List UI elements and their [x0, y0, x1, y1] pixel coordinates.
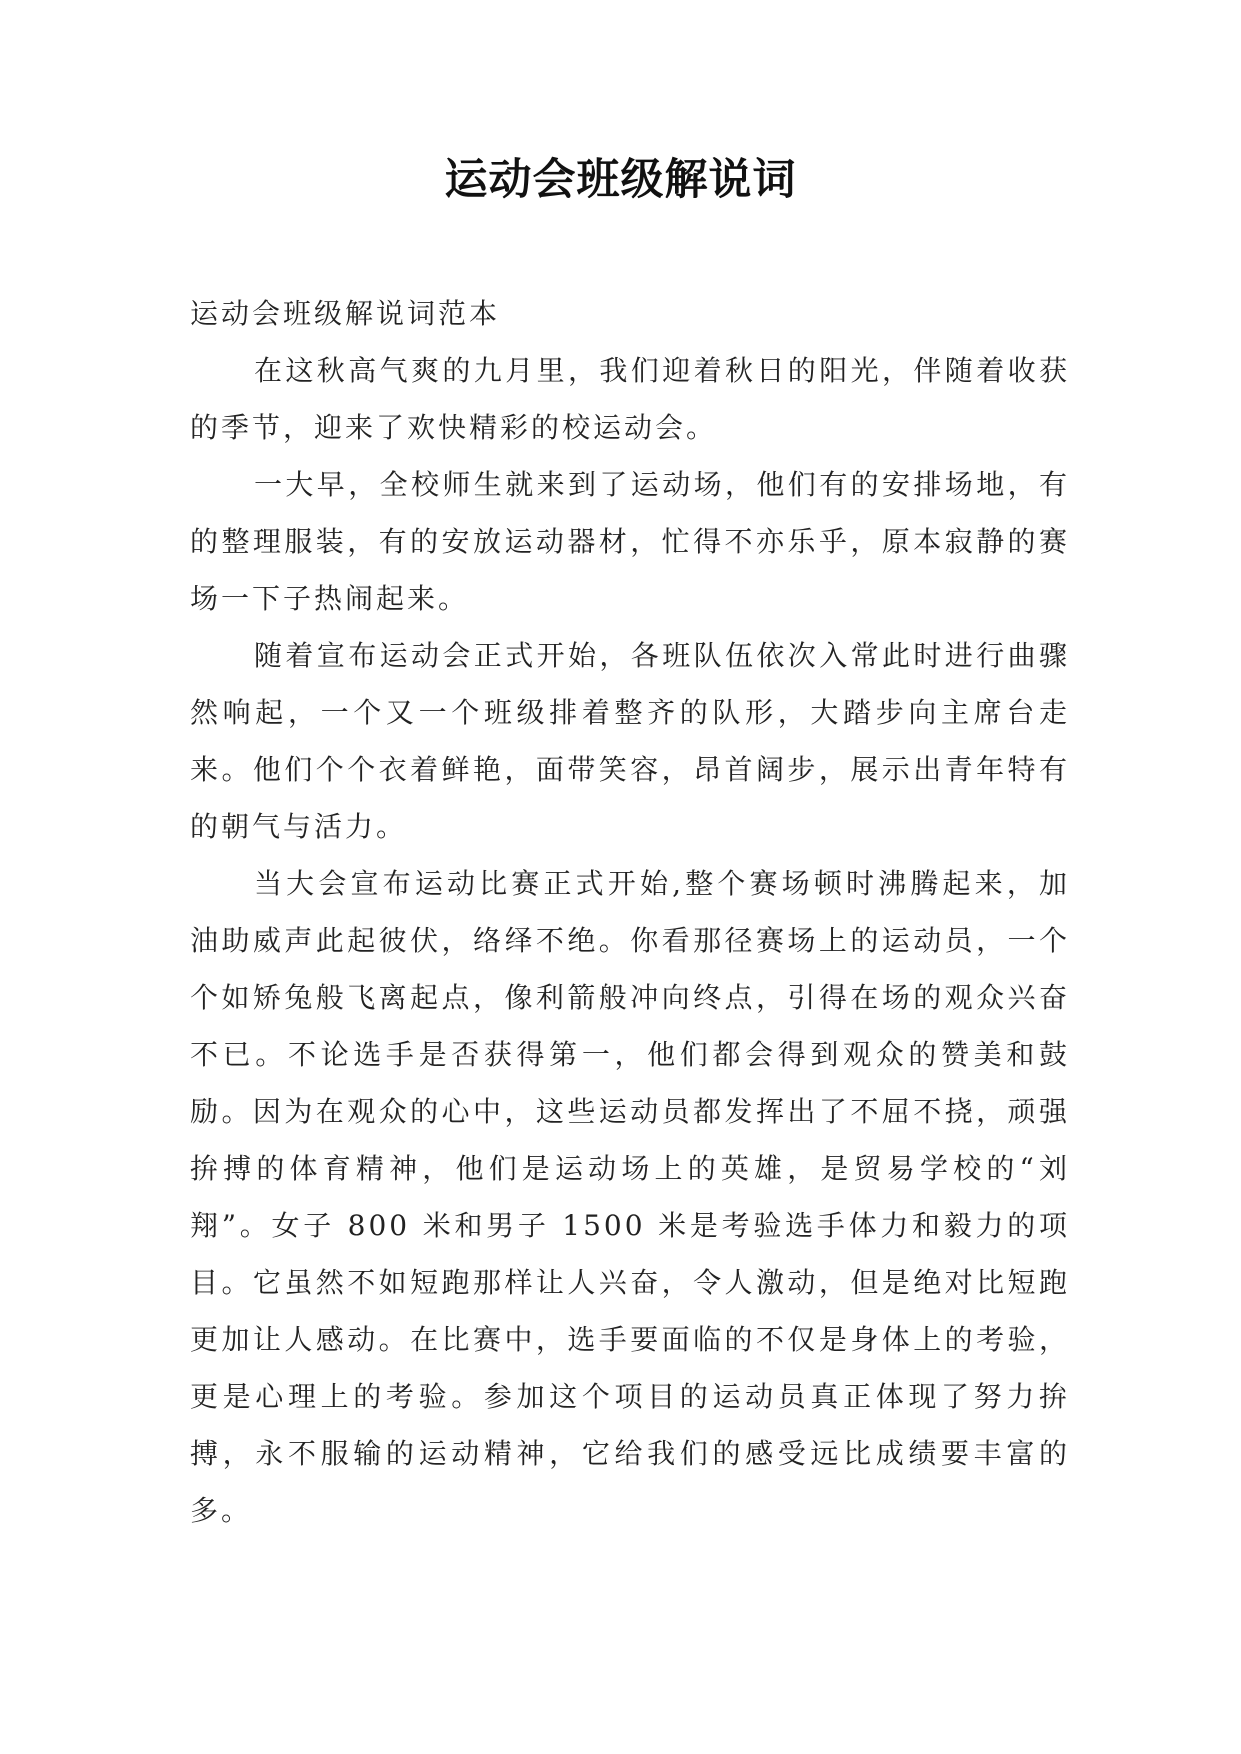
document-body [190, 285, 1070, 1539]
paragraph-3: 随着宣布运动会正式开始，各班队伍依次入常此时进行曲骤然响起，一个又一个班级排着整齐的队形，大踏步向主席台走来。他们个个衣着鲜艳，面带笑容，昂首阔步，展示出青年特有的朝气与活力。 [190, 639, 1070, 843]
paragraph-2: 一大早，全校师生就来到了运动场，他们有的安排场地，有的整理服装，有的安放运动器材，忙得不亦乐乎，原本寂静的赛场一下子热闹起来。 [190, 468, 1070, 615]
paragraph-1: 在这秋高气爽的九月里，我们迎着秋日的阳光，伴随着收获的季节，迎来了欢快精彩的校运动会。 [190, 354, 1070, 444]
document-title: 运动会班级解说词 [444, 155, 797, 205]
document-subtitle: 运动会班级解说词范本 [190, 297, 501, 330]
paragraph-4: 当大会宣布运动比赛正式开始,整个赛场顿时沸腾起来，加油助威声此起彼伏，络绎不绝。你看那径赛场上的运动员，一个个如矫兔般飞离起点，像利箭般冲向终点，引得在场的观众兴奋不已。不论选手是否获得第一，他们都会得到观众的赞美和鼓励。因为在观众的心中，这些运动员都发挥出了不屈不挠，顽强拚搏的体育精神，他们是运动场上的英雄，是贸易学校的“刘翔”。女子 800 米和男子 1500 米是考验选手体力和毅力的项目。它虽然不如短跑那样让人兴奋，令人激动，但是绝对比短跑更加让人感动。在比赛中，选手要面临的不仅是身体上的考验，更是心理上的考验。参加这个项目的运动员真正体现了努力拚搏，永不服输的运动精神，它给我们的感受远比成绩要丰富的多。 [190, 867, 1070, 1527]
